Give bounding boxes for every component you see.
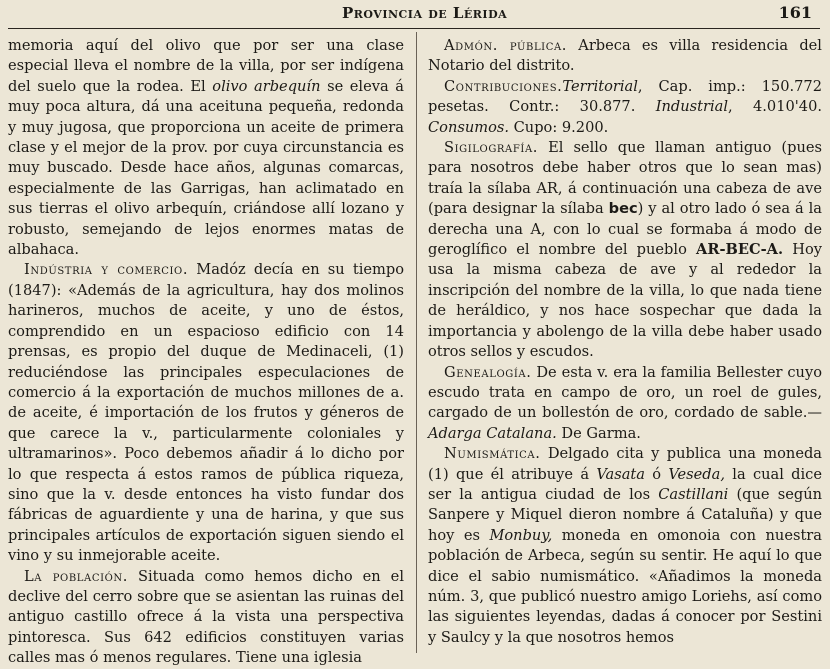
text-run: , 4.010'40.: [728, 98, 822, 116]
section-heading-administration: Admón. pública.: [444, 37, 568, 54]
administration-paragraph: [428, 36, 822, 77]
page-header: [0, 0, 830, 30]
town-name-glyph: AR-BEC-A.: [696, 241, 784, 259]
right-column: [428, 36, 822, 653]
taxes-paragraph: [428, 77, 822, 138]
text-run: De Garma.: [556, 424, 641, 442]
population-paragraph: [8, 567, 404, 669]
italic-term: Territorial: [562, 77, 638, 95]
text-run: memoria aquí del olivo que por ser una clase especial lleva el nombre de la villa, por ser indígena del suelo que la rodea. El: [8, 37, 404, 95]
text-run: , Cap. imp.: 150.772 pesetas. Contr.: 30.877.: [428, 77, 822, 116]
left-column: [8, 36, 404, 667]
olive-variety-term: olivo arbequín: [212, 77, 321, 95]
syllable-stamp: bec: [608, 200, 638, 218]
olive-paragraph: [8, 36, 404, 260]
page-number: 161: [778, 3, 812, 22]
sigillography-paragraph: [428, 138, 822, 362]
text-run: moneda en omonoia con nuestra población de Arbeca, según su sentir. He aquí lo que dice el sabio numismático. «Añadimos la moneda núm. 3, que publicó nuestro amigo Loriehs, así como las siguientes leyendas, dadas á conocer por Sestini y Saulcy y la que nosotros hemos: [428, 526, 822, 646]
section-heading-genealogy: Genealogía.: [444, 363, 532, 381]
text-run: ó: [644, 465, 669, 483]
industry-paragraph: [8, 260, 404, 566]
italic-term: Consumos.: [428, 118, 509, 136]
section-heading-taxes: Contribuciones.: [444, 77, 563, 95]
italic-term: Veseda,: [668, 465, 725, 483]
column-divider: [416, 32, 417, 653]
running-title: Provincia de Lérida: [342, 4, 508, 22]
text-run: Cupo: 9.200.: [509, 118, 609, 136]
text-run: la cual dice ser la antigua ciudad de los: [428, 465, 822, 503]
text-run: (que según Sanpere y Miquel dieron nombre á Cataluña) y que hoy es: [428, 485, 822, 544]
italic-term: Castillani: [658, 485, 729, 503]
text-run: se eleva á muy poca altura, dá una aceituna pequeña, redonda y muy jugosa, que proporciona un aceite de primera clase y el mejor de la prov. por cuya circunstancia es muy buscado. Desde hace años, algunas comarcas, especialmente de las Garrigas, han aclimatado en sus tierras el olivo arbequín, criándose allí lozano y robusto, semejando de lejos enormes matas de albahaca.: [8, 77, 404, 259]
text-run: Arbeca es villa residencia del Notario del distrito.: [428, 37, 822, 75]
text-run: ) y al otro lado ó sea á la derecha una A, con lo cual se formaba á modo de geroglífico el nombre del pueblo: [428, 200, 822, 259]
text-run: De esta v. era la familia Bellester cuyo escudo trata en campo de oro, un roel de gules, cargado de un bollestón de oro, cordado de sable.—: [428, 363, 822, 422]
numismatics-paragraph: [428, 444, 822, 648]
italic-term: Monbuy,: [489, 526, 553, 544]
italic-term: Vasata: [596, 465, 645, 483]
italic-term: Industrial: [655, 98, 728, 116]
section-heading-sigillography: Sigilografía.: [444, 139, 539, 157]
genealogy-paragraph: [428, 363, 822, 445]
text-run: Madóz decía en su tiempo (1847): «Además de la agricultura, hay dos molinos harineros, muchos de aceite, y uno de éstos, comprendido en un espacioso edificio con 14 prensas, es propio del duque de Medinaceli, (1) reduciéndose las principales especulaciones de comercio á la exportación de muchos millones de a. de aceite, é importación de los frutos y géneros de que carece la v., particularmente coloniales y ultramarinos». Poco debemos añadir á lo dicho por lo que respecta á estos ramos de pública riqueza, sino que la v. desde entonces ha visto fundar dos fábricas de aguardiente y una de harina, y que sus principales artículos de exportación siguen siendo el vino y su inmejorable aceite.: [8, 261, 404, 565]
text-run: Situada como hemos dicho en el declive del cerro sobre que se asientan las ruinas del antiguo castillo ofrece á la vista una perspectiva pintoresca. Sus 642 edificios constituyen varias calles mas ó menos regulares. Tiene una iglesia: [8, 567, 404, 667]
italic-term: Adarga Catalana.: [428, 424, 557, 442]
text-run: El sello que llaman antiguo (pues para nosotros debe haber otros que lo sean mas) traía la sílaba AR, á continuación una cabeza de ave (para designar la sílaba: [428, 139, 822, 218]
section-heading-numismatics: Numismática.: [444, 445, 541, 463]
section-heading-population: La población.: [24, 567, 129, 585]
text-run: Hoy usa la misma cabeza de ave y al rededor la inscripción del nombre de la villa, lo que nada tiene de heráldico, y nos hace sospechar que dada la importancia y abolengo de la villa debe haber usado otros sellos y escudos.: [428, 241, 822, 361]
section-heading-industry: Indústria y comercio.: [24, 261, 189, 279]
text-run: Delgado cita y publica una moneda (1) que él atribuye á: [428, 445, 822, 483]
header-rule: [8, 28, 820, 29]
